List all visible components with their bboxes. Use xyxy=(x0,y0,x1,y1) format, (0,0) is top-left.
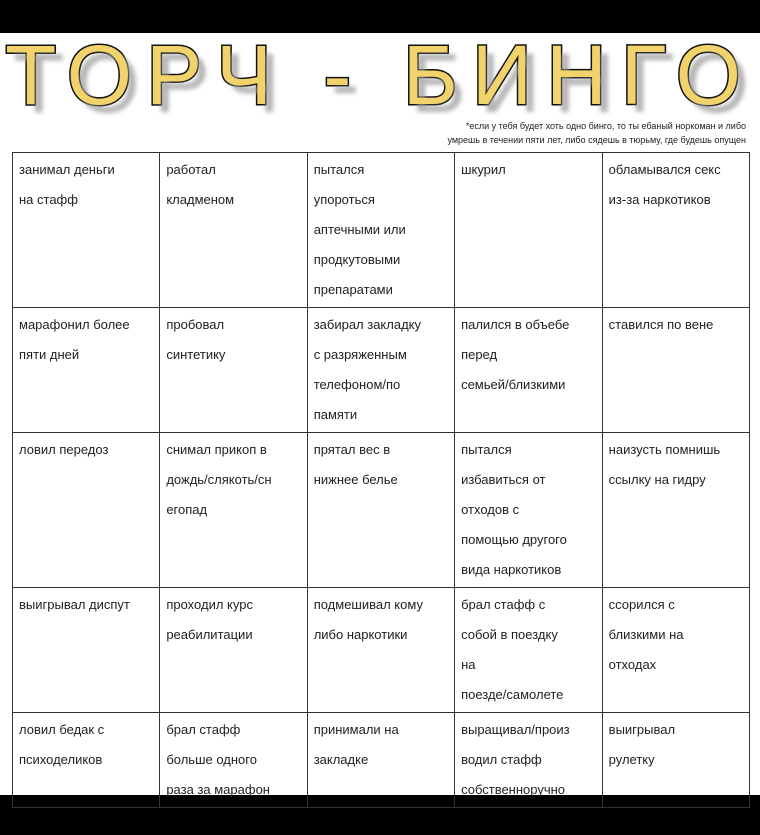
bingo-cell: пытался упороться аптечными или продкутовыми препаратами xyxy=(307,153,454,308)
bingo-cell: пытался избавиться от отходов с помощью другого вида наркотиков xyxy=(455,433,603,588)
bingo-cell: забирал закладку с разряженным телефоном/по памяти xyxy=(307,308,454,433)
bingo-cell: шкурил xyxy=(455,153,603,308)
bingo-cell: брал стафф больше одного раза за марафон xyxy=(160,713,307,808)
bingo-cell: ссорился с близкими на отходах xyxy=(602,588,749,713)
bingo-cell: ловил бедак с психоделиков xyxy=(13,713,160,808)
bingo-cell: выращивал/произ водил стафф собственноручно xyxy=(455,713,603,808)
bingo-cell: снимал прикоп в дождь/слякоть/сн егопад xyxy=(160,433,307,588)
bingo-row xyxy=(13,433,750,588)
bingo-cell: брал стафф с собой в поездку на поезде/самолете xyxy=(455,588,603,713)
bingo-cell: принимали на закладке xyxy=(307,713,454,808)
bingo-cell: подмешивал кому либо наркотики xyxy=(307,588,454,713)
bingo-cell: выигрывал рулетку xyxy=(602,713,749,808)
bingo-cell: работал кладменом xyxy=(160,153,307,308)
bingo-row xyxy=(13,308,750,433)
bingo-cell: ставился по вене xyxy=(602,308,749,433)
bingo-grid xyxy=(12,152,750,808)
bingo-row xyxy=(13,588,750,713)
bingo-cell: проходил курс реабилитации xyxy=(160,588,307,713)
bingo-cell: марафонил более пяти дней xyxy=(13,308,160,433)
footnote: *если у тебя будет хоть одно бинго, то ты ебаный норкоман и либо умрешь в течении пяти лет, либо сядешь в тюрьму, где будешь опущен xyxy=(447,121,746,145)
bingo-cell: наизусть помнишь ссылку на гидру xyxy=(602,433,749,588)
bingo-cell: прятал вес в нижнее белье xyxy=(307,433,454,588)
bingo-cell: обламывался секс из-за наркотиков xyxy=(602,153,749,308)
bingo-cell: палился в объебе перед семьей/близкими xyxy=(455,308,603,433)
bingo-cell: занимал деньги на стафф xyxy=(13,153,160,308)
bingo-cell: пробовал синтетику xyxy=(160,308,307,433)
page-title: ТОРЧ - БИНГО xyxy=(5,28,755,122)
bingo-cell: выигрывал диспут xyxy=(13,588,160,713)
bingo-sheet xyxy=(0,28,760,797)
bingo-cell: ловил передоз xyxy=(13,433,160,588)
bingo-row xyxy=(13,153,750,308)
bingo-row xyxy=(13,713,750,808)
